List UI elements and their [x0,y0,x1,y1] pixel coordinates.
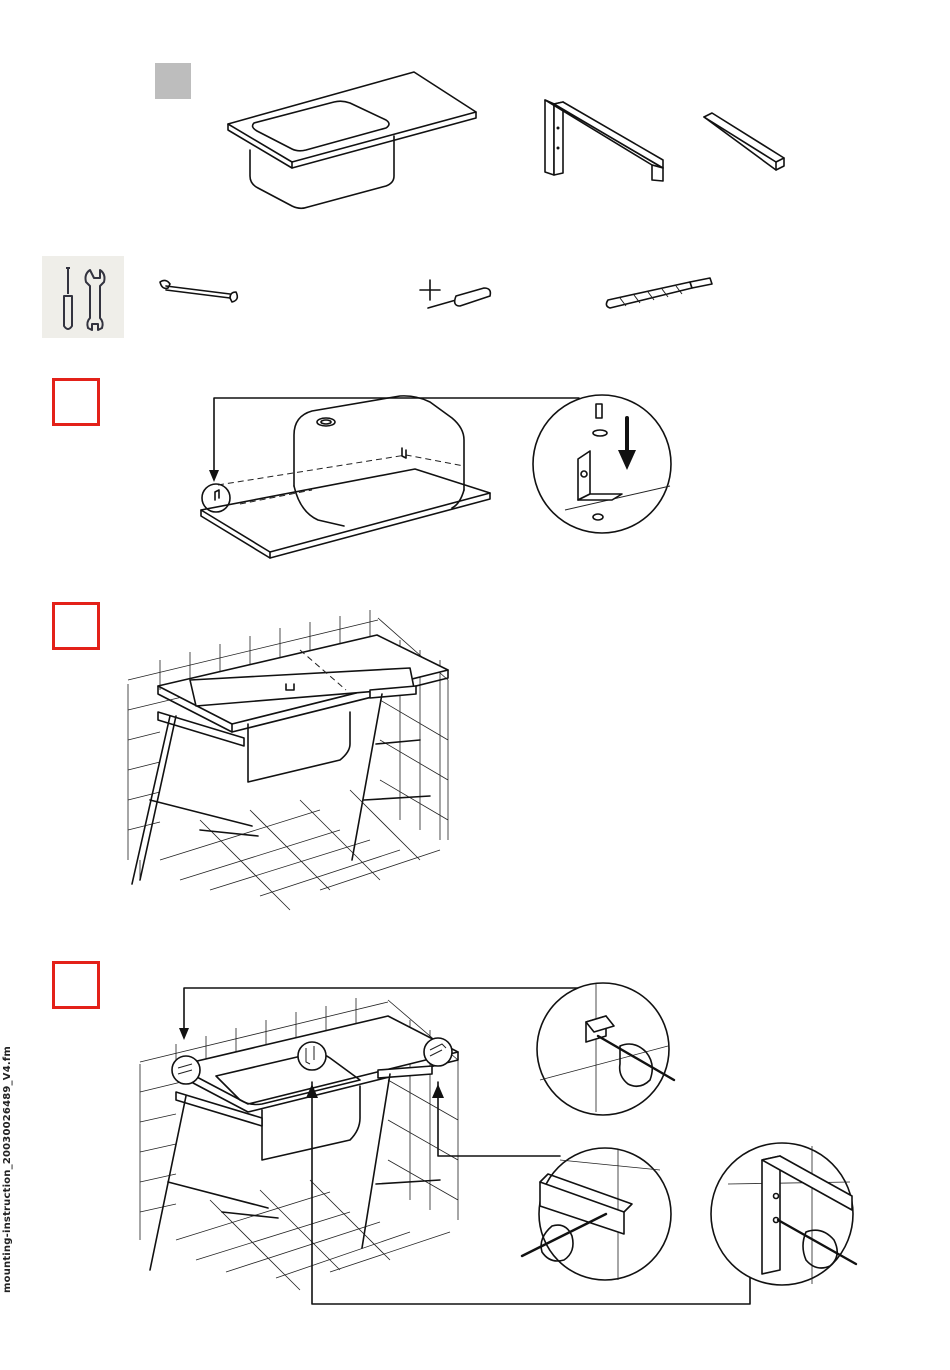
sink-part-illustration [228,72,476,208]
drill-bit-icon [606,278,712,308]
step-2-box [52,602,100,650]
step-1-box [52,378,100,426]
step-3-box [52,961,100,1009]
screwdriver-wrench-icon [42,256,124,338]
tools-marker [42,256,124,338]
phillips-screwdriver-icon [420,280,490,308]
angle-profile-illustration [704,113,784,170]
open-end-wrench-icon [160,280,237,302]
step-2-illustration [128,610,448,910]
document-file-name: mounting-instruction_20030026489_V4.fm [2,1045,13,1293]
step-3-illustration [140,983,856,1304]
wall-bracket-illustration [545,100,663,181]
step-1-illustration [201,395,671,558]
